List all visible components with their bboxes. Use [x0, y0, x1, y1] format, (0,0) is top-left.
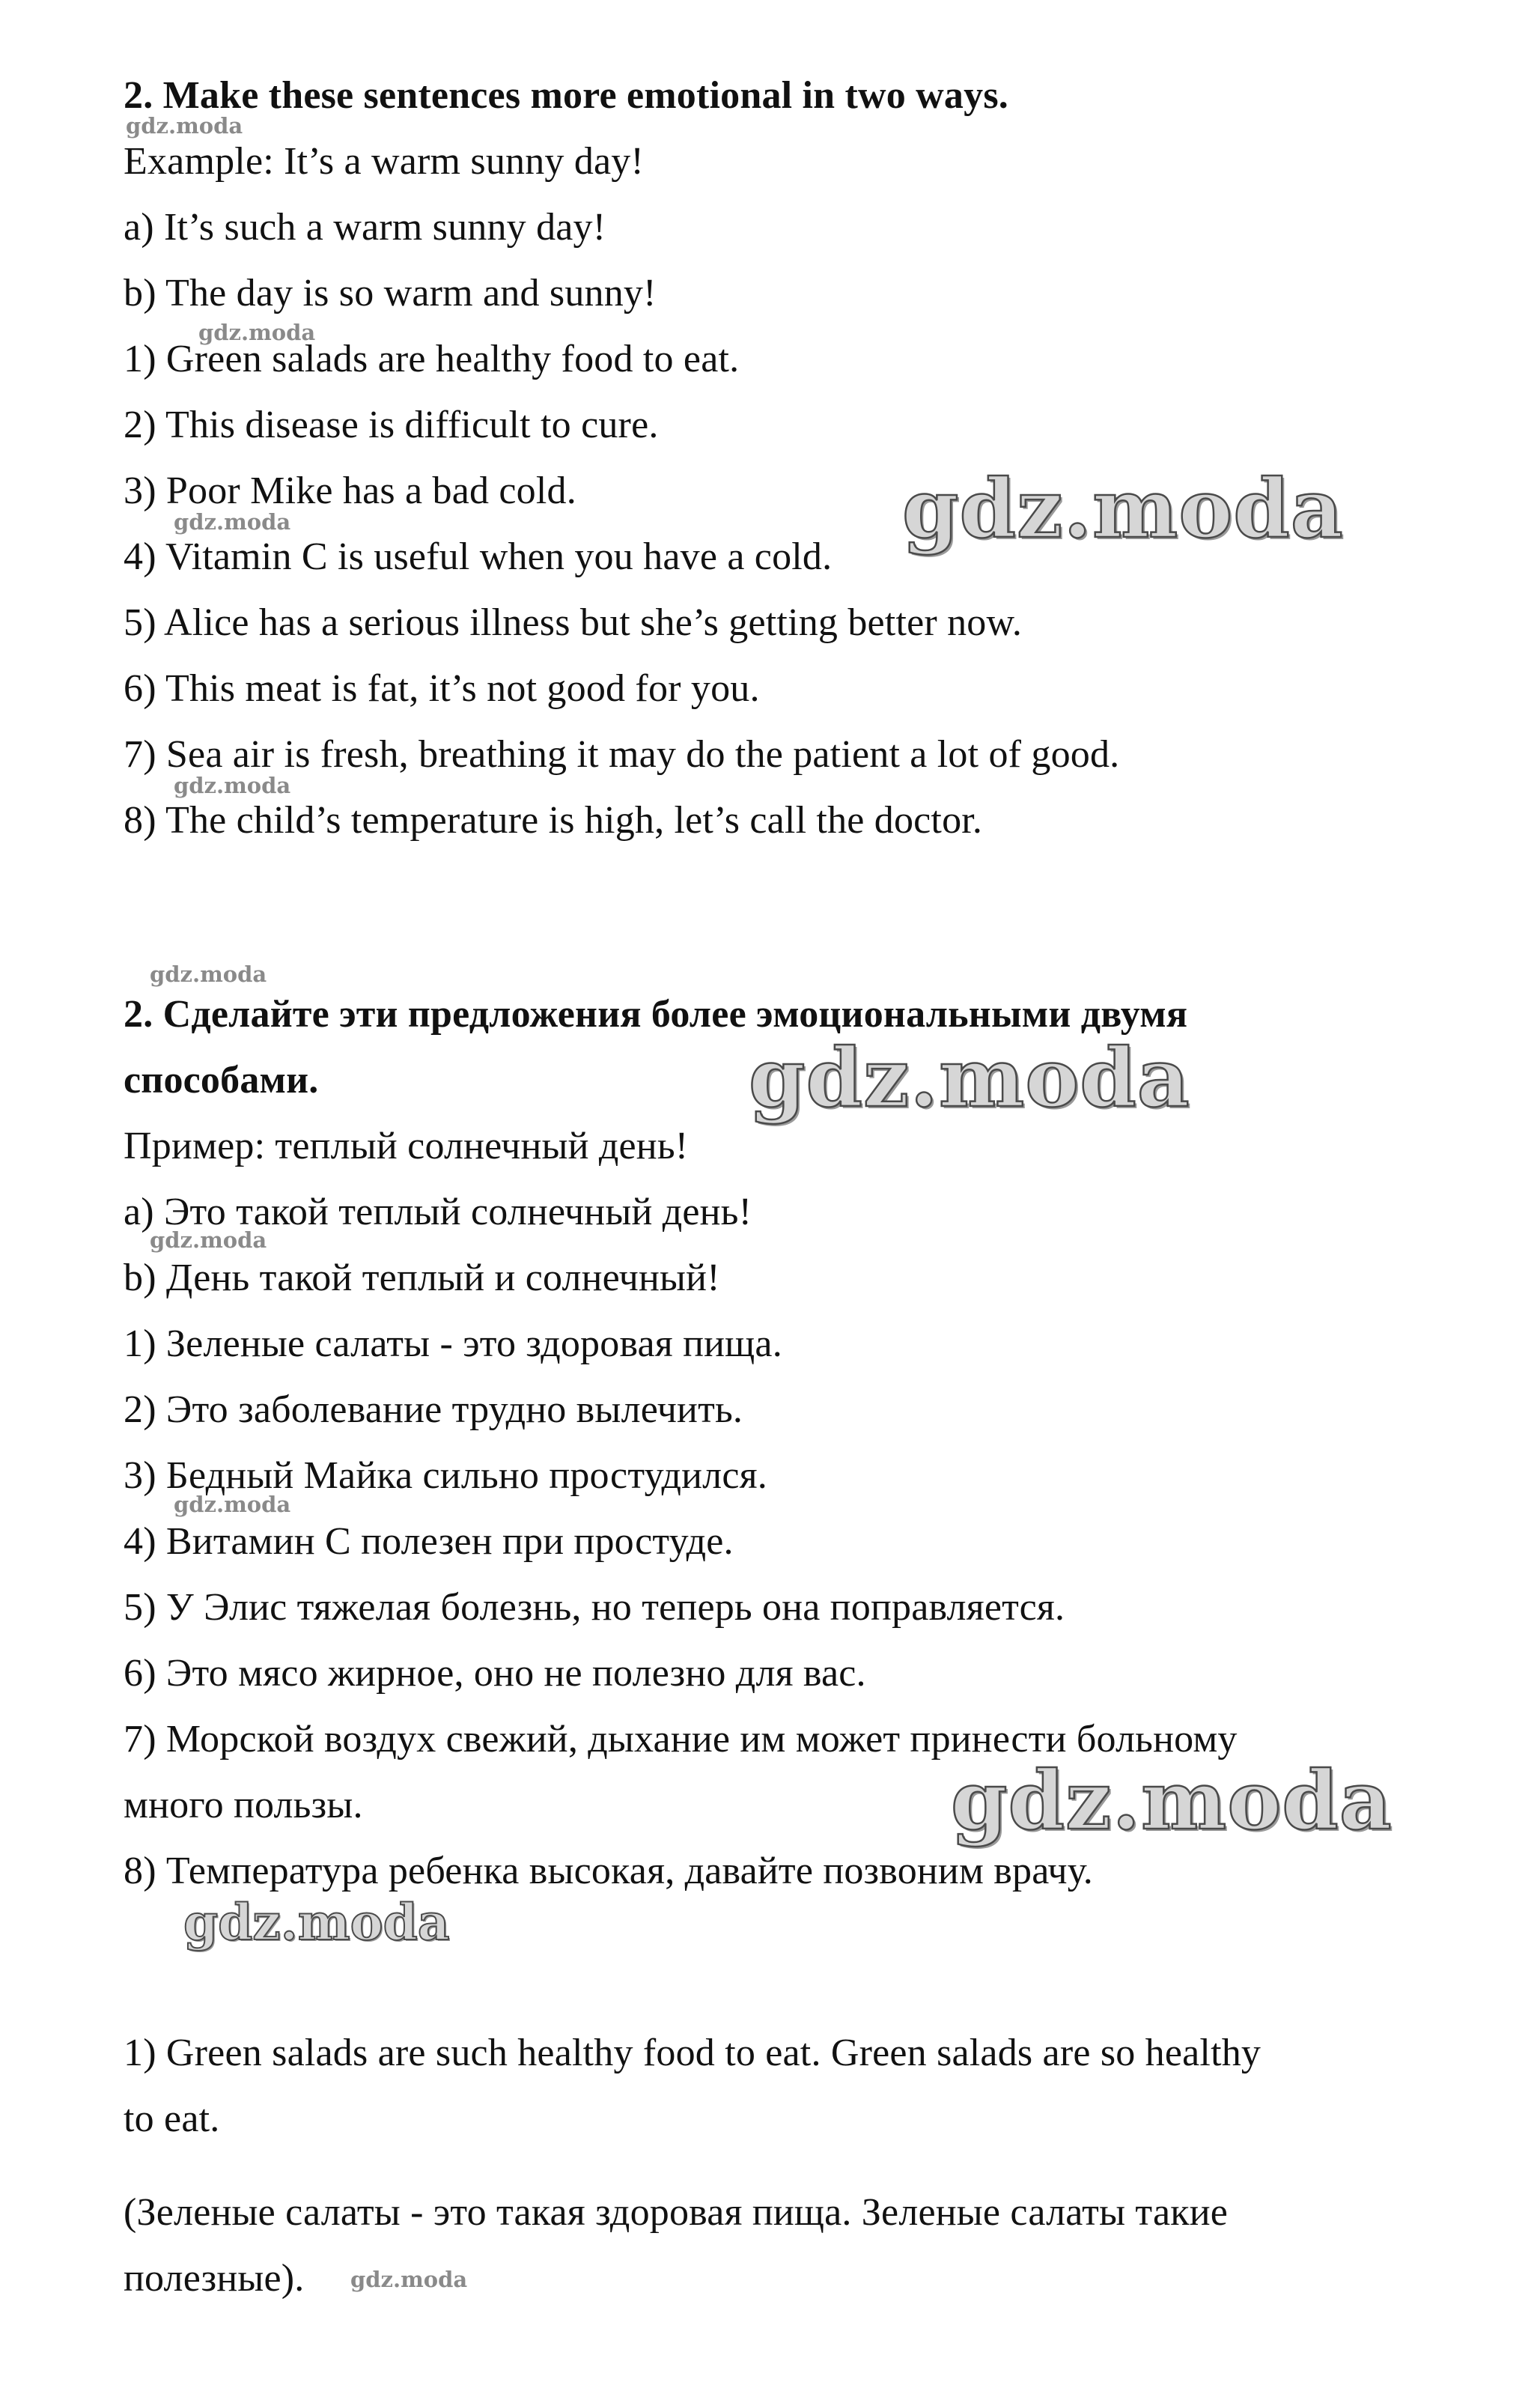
- exercise-heading-ru: 2. Сделайте эти предложения более эмоциональными двумя: [124, 993, 1188, 1036]
- exercise-heading-en: 2. Make these sentences more emotional in two ways.: [124, 74, 1008, 117]
- list-item: 6) This meat is fat, it’s not good for you.: [124, 667, 760, 710]
- list-item: 7) Sea air is fresh, breathing it may do the patient a lot of good.: [124, 733, 1120, 776]
- list-item: 2) Это заболевание трудно вылечить.: [124, 1388, 743, 1431]
- watermark: gdz.moda: [150, 962, 267, 987]
- exercise-heading-ru-cont: способами.: [124, 1059, 319, 1102]
- example-ru: Пример: теплый солнечный день!: [124, 1125, 689, 1167]
- list-item: 4) Vitamin C is useful when you have a cold.: [124, 535, 833, 578]
- list-item: 8) The child’s temperature is high, let’s call the doctor.: [124, 799, 983, 842]
- list-item: 5) У Элис тяжелая болезнь, но теперь она поправляется.: [124, 1586, 1065, 1629]
- list-item: 3) Poor Mike has a bad cold.: [124, 470, 576, 512]
- watermark: gdz.moda: [126, 113, 243, 139]
- watermark: gdz.moda: [749, 1031, 1190, 1125]
- example-en: Example: It’s a warm sunny day!: [124, 140, 645, 183]
- list-item: 4) Витамин С полезен при простуде.: [124, 1520, 734, 1563]
- list-item: 2) This disease is difficult to cure.: [124, 404, 659, 446]
- answer-translation-cont: полезные).: [124, 2257, 305, 2300]
- variant-a-en: a) It’s such a warm sunny day!: [124, 206, 606, 249]
- variant-a-ru: a) Это такой теплый солнечный день!: [124, 1191, 752, 1233]
- watermark: gdz.moda: [951, 1754, 1393, 1848]
- list-item: 7) Морской воздух свежий, дыхание им может принести больному: [124, 1718, 1238, 1761]
- watermark: gdz.moda: [174, 773, 291, 798]
- watermark: gdz.moda: [350, 2267, 468, 2292]
- list-item: много пользы.: [124, 1784, 363, 1826]
- answer-translation: (Зеленые салаты - это такая здоровая пища. Зеленые салаты такие: [124, 2191, 1229, 2234]
- watermark: gdz.moda: [183, 1893, 450, 1951]
- list-item: 5) Alice has a serious illness but she’s getting better now.: [124, 601, 1023, 644]
- list-item: 8) Температура ребенка высокая, давайте позвоним врачу.: [124, 1850, 1093, 1892]
- watermark: gdz.moda: [174, 509, 291, 535]
- variant-b-ru: b) День такой теплый и солнечный!: [124, 1257, 720, 1299]
- variant-b-en: b) The day is so warm and sunny!: [124, 272, 657, 315]
- list-item: 1) Green salads are healthy food to eat.: [124, 338, 740, 380]
- list-item: 6) Это мясо жирное, оно не полезно для вас.: [124, 1652, 866, 1695]
- watermark: gdz.moda: [150, 1227, 267, 1253]
- watermark: gdz.moda: [174, 1492, 291, 1517]
- answer-line: 1) Green salads are such healthy food to eat. Green salads are so healthy: [124, 2032, 1261, 2074]
- watermark: gdz.moda: [198, 320, 316, 345]
- list-item: 3) Бедный Майка сильно простудился.: [124, 1454, 767, 1497]
- list-item: 1) Зеленые салаты - это здоровая пища.: [124, 1322, 782, 1365]
- answer-line-cont: to eat.: [124, 2097, 220, 2140]
- watermark: gdz.moda: [902, 462, 1344, 556]
